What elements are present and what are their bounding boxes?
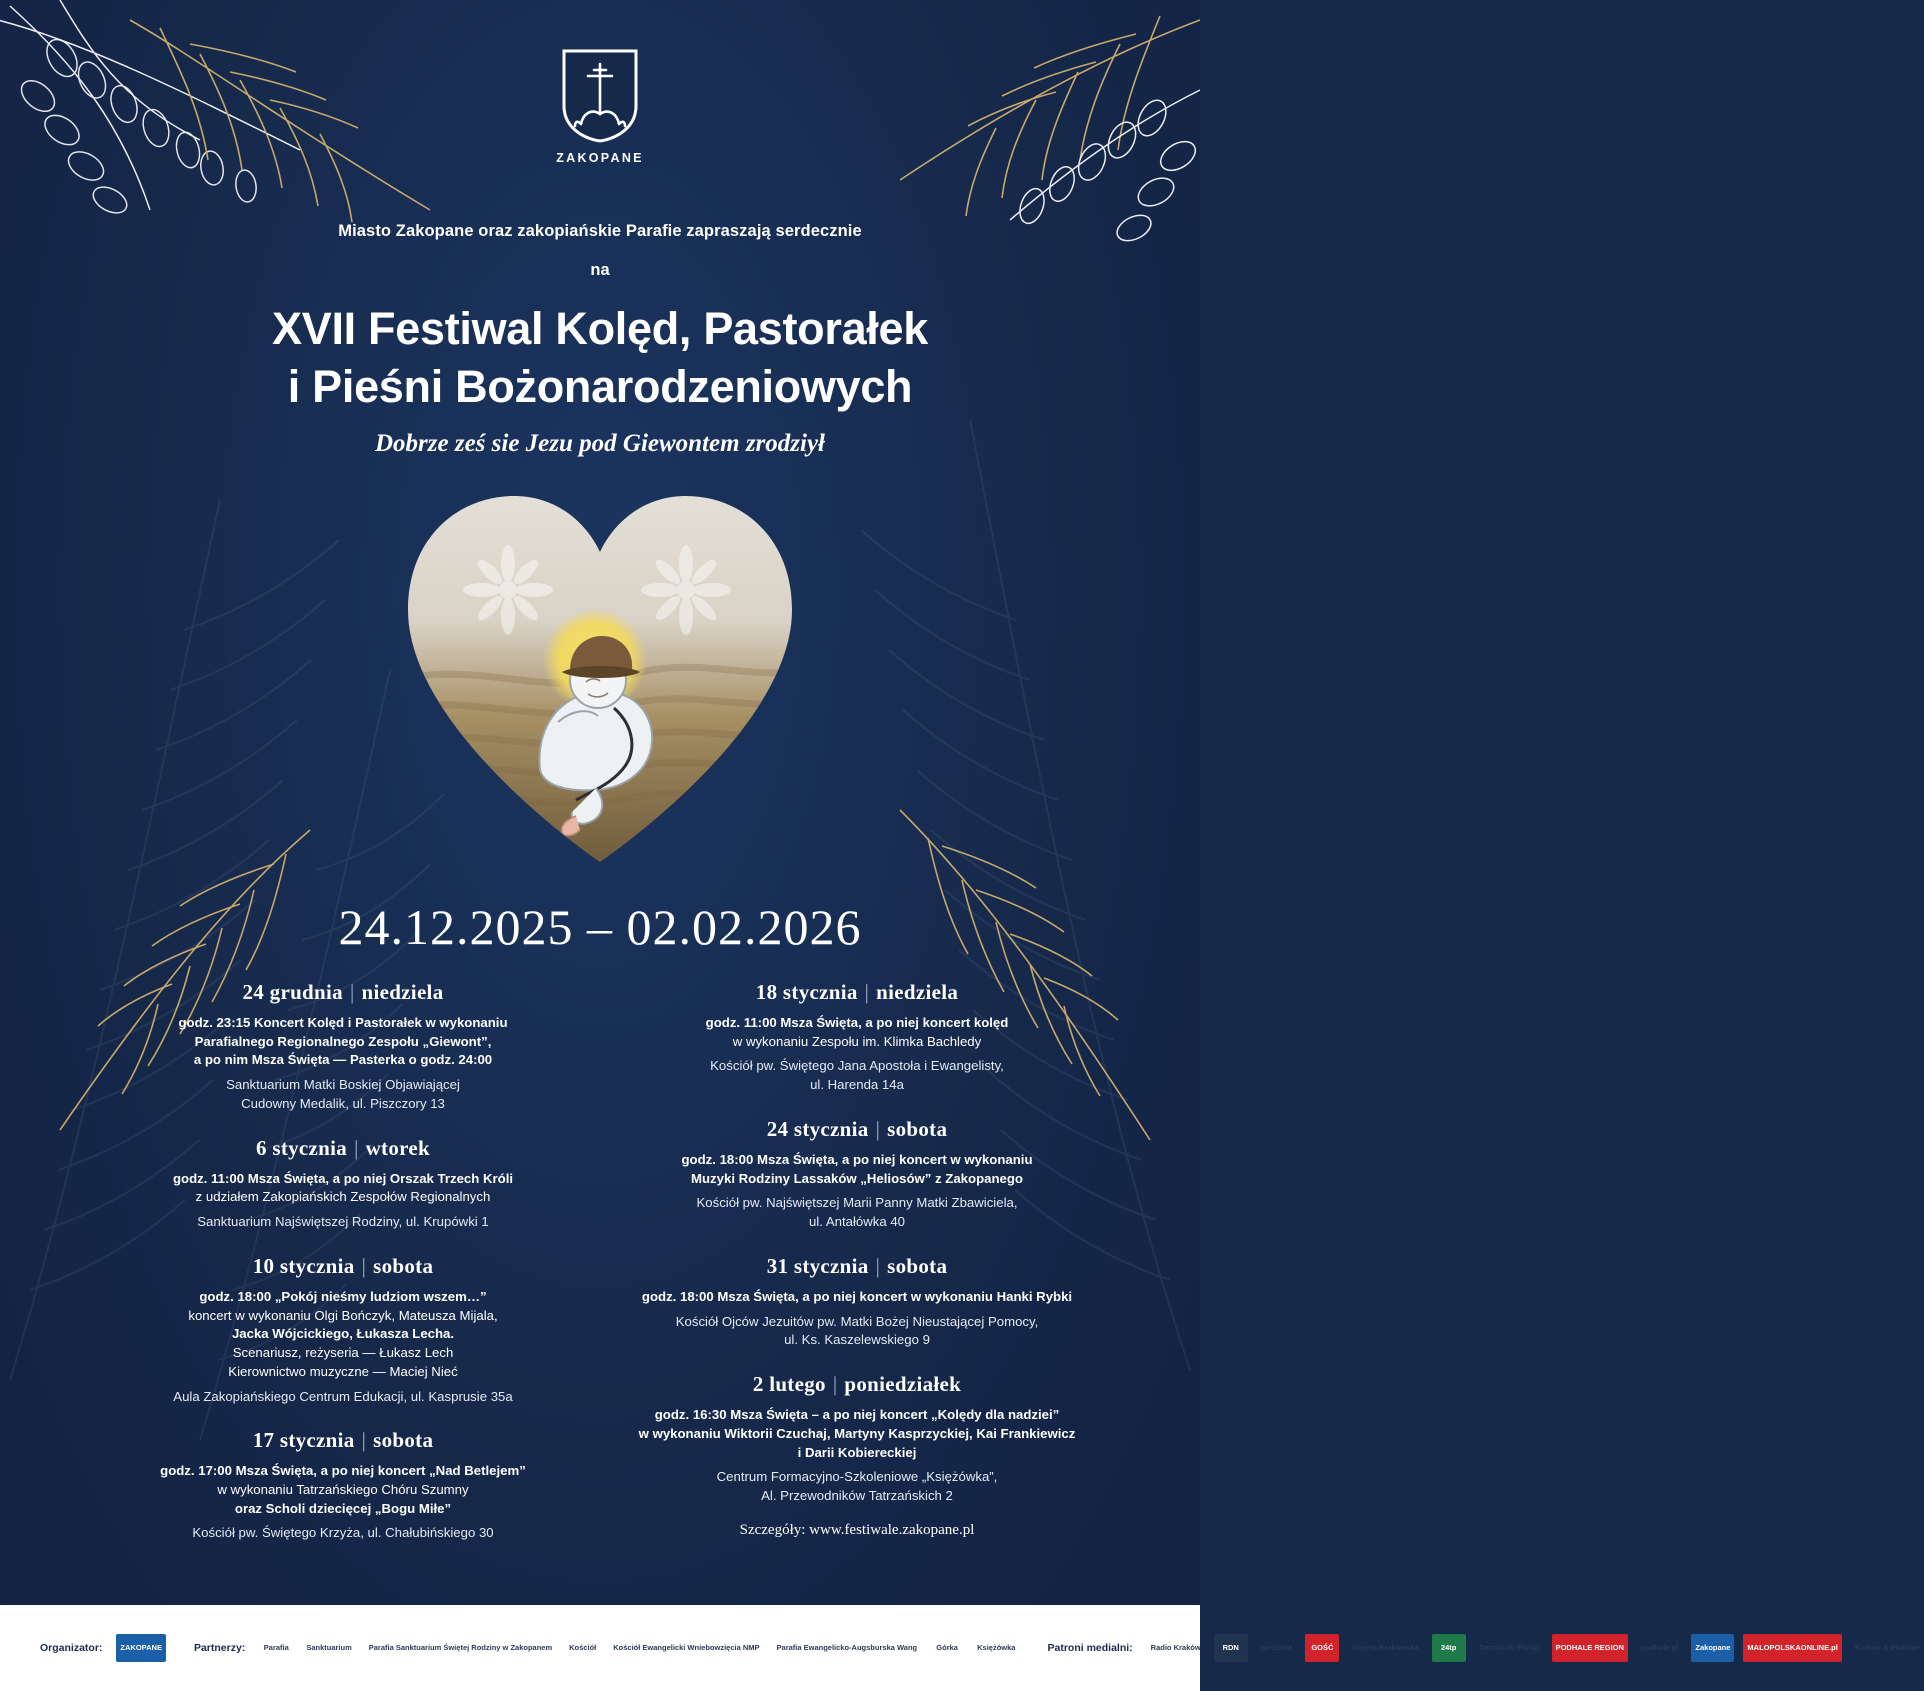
program-entry: 2 lutego | poniedziałek godz. 16:30 Msza Święta – a po niej koncert „Kolędy dla nadziei” w wykonaniu Wiktorii Czuchaj, Martyny Kasprzyckiej, Kai Frankiewicz i Darii Kobiereckiej Centrum Formacyjno-Szkoleniowe „Księżówka”, Al. Przewodników Tatrzańskich 2 Szczegóły: www.festiwale.zakopane.pl bbox=[624, 1372, 1090, 1539]
na-text: na bbox=[590, 261, 610, 279]
partner-logo: Górka bbox=[936, 1643, 958, 1653]
media-logo: Kultura & Podhale bbox=[1854, 1643, 1920, 1653]
media-logo: Zakopane bbox=[1691, 1634, 1734, 1662]
entry-day: 18 stycznia bbox=[755, 980, 858, 1004]
entry-day: 24 stycznia bbox=[766, 1116, 869, 1141]
program-entry: 24 stycznia | sobota godz. 18:00 Msza Święta, a po niej koncert w wykonaniu Muzyki Rodziny Lassaków „Heliosów” z Zakopanego Kościół pw. Najświętszej Marii Panny Matki Zbawiciela, ul. Antałówka 40 bbox=[624, 1117, 1090, 1232]
entry-line: Scenariusz, reżyseria — Łukasz Lech bbox=[232, 1345, 454, 1361]
partner-logo: Parafia Sanktuarium Świętej Rodziny w Zakopanem bbox=[368, 1643, 553, 1653]
program-block bbox=[110, 980, 1090, 1565]
entry-line: z udziałem Zakopiańskich Zespołów Regionalnych bbox=[195, 1189, 491, 1205]
page-title-line-2: i Pieśni Bożonarodzeniowych bbox=[287, 360, 913, 412]
entry-line: godz. 17:00 Msza Święta, a po niej koncert „Nad Betlejem” bbox=[160, 1463, 526, 1479]
program-entry: 24 grudnia | niedziela godz. 23:15 Koncert Kolęd i Pastorałek w wykonaniu Parafialnego Regionalnego Zespołu „Giewont”, a po nim Msza Święta — Pasterka o godz. 24:00 Sanktuarium Matki Boskiej Objawiającej Cudowny Medalik, ul. Piszczory 13 bbox=[110, 980, 576, 1114]
entry-line: godz. 23:15 Koncert Kolęd i Pastorałek w wykonaniu bbox=[178, 1015, 508, 1030]
partner-logo: Kościół bbox=[569, 1643, 597, 1653]
entry-line: godz. 11:00 Msza Święta, a po niej koncert kolęd bbox=[705, 1015, 1009, 1030]
festival-dates: 24.12.2025 – 02.02.2026 bbox=[338, 899, 862, 955]
media-logo: Tatrzański Portal bbox=[1478, 1643, 1539, 1653]
entry-place: Centrum Formacyjno-Szkoleniowe „Księżówka”, bbox=[716, 1469, 998, 1485]
partner-logos bbox=[259, 1634, 1019, 1662]
entry-line: i Darii Kobiereckiej bbox=[797, 1444, 917, 1460]
footer-logos-bar bbox=[0, 1605, 1920, 1691]
invite-text: Miasto Zakopane oraz zakopiańskie Parafie zapraszają serdecznie bbox=[338, 222, 862, 240]
entry-place: ul. Ks. Kaszelewskiego 9 bbox=[784, 1332, 930, 1348]
partner-logo: Parafia bbox=[263, 1643, 289, 1653]
entry-line: godz. 18:00 „Pokój nieśmy ludziom wszem…” bbox=[199, 1288, 487, 1304]
entry-day: 31 stycznia bbox=[766, 1253, 869, 1278]
entry-day: 17 stycznia bbox=[252, 1428, 355, 1453]
partner-logo: Sanktuarium bbox=[306, 1643, 352, 1653]
logo-zakopane: ZAKOPANE bbox=[116, 1634, 166, 1662]
entry-dow: sobota bbox=[887, 1253, 948, 1278]
partner-logo: Księżówka bbox=[977, 1643, 1016, 1653]
entry-line: Parafialnego Regionalnego Zespołu „Giewont”, bbox=[194, 1033, 492, 1049]
entry-dow: niedziela bbox=[361, 980, 444, 1004]
entry-line: w wykonaniu Zespołu im. Klimka Bachledy bbox=[732, 1033, 982, 1049]
entry-line: Kierownictwo muzyczne — Maciej Nieć bbox=[228, 1363, 458, 1379]
media-logo: MALOPOLSKAONLINE.pl bbox=[1743, 1634, 1841, 1662]
page-subtitle: Dobrze ześ sie Jezu pod Giewontem zrodziył bbox=[375, 430, 825, 458]
entry-day: 6 stycznia bbox=[256, 1135, 348, 1160]
entry-day: 10 stycznia bbox=[252, 1253, 355, 1278]
media-logo: RDN bbox=[1214, 1634, 1248, 1662]
details-link[interactable]: Szczegóły: www.festiwale.zakopane.pl bbox=[739, 1521, 975, 1538]
entry-dow: sobota bbox=[373, 1428, 434, 1453]
organizer-label: Organizator: bbox=[40, 1642, 103, 1654]
program-column-right bbox=[624, 980, 1090, 1565]
entry-dow: sobota bbox=[373, 1253, 434, 1278]
entry-line: godz. 16:30 Msza Święta – a po niej koncert „Kolędy dla nadziei” bbox=[654, 1407, 1060, 1423]
entry-place: Kościół pw. Świętego Krzyża, ul. Chałubińskiego 30 bbox=[192, 1525, 494, 1541]
entry-line: w wykonaniu Tatrzańskiego Chóru Szumny bbox=[217, 1482, 469, 1498]
entry-line: oraz Scholi dziecięcej „Bogu Miłe” bbox=[234, 1500, 452, 1516]
entry-line: godz. 11:00 Msza Święta, a po niej Orszak Trzech Króli bbox=[172, 1170, 514, 1186]
entry-dow: poniedziałek bbox=[844, 1372, 962, 1397]
illustration-block bbox=[0, 470, 1200, 870]
entry-place: Kościół pw. Najświętszej Marii Panny Matki Zbawiciela, bbox=[696, 1195, 1018, 1211]
media-logo: 24tp bbox=[1432, 1634, 1466, 1662]
media-logo: Radio Kraków bbox=[1150, 1643, 1201, 1653]
entry-place: Cudowny Medalik, ul. Piszczory 13 bbox=[241, 1095, 445, 1111]
program-entry: 10 stycznia | sobota godz. 18:00 „Pokój nieśmy ludziom wszem…” koncert w wykonaniu Olgi Bończyk, Mateusza Mijala, Jacka Wójcickiego, Łukasza Lecha. Scenariusz, reżyseria — Łukasz Lech Kierownictwo muzyczne — Maciej Nieć Aula Zakopiańskiego Centrum Edukacji, ul. Kasprusie 35a bbox=[110, 1254, 576, 1406]
program-entry: 6 stycznia | wtorek godz. 11:00 Msza Święta, a po niej Orszak Trzech Króli z udziałem Zakopiańskich Zespołów Regionalnych Sanktuarium Najświętszej Rodziny, ul. Krupówki 1 bbox=[110, 1136, 576, 1232]
entry-place: ul. Harenda 14a bbox=[810, 1077, 904, 1093]
entry-place: Aula Zakopiańskiego Centrum Edukacji, ul. Kasprusie 35a bbox=[173, 1388, 513, 1404]
header-block bbox=[0, 222, 1200, 458]
zakopane-coat-of-arms-icon bbox=[561, 48, 639, 144]
media-logo: podhale.pl bbox=[1640, 1643, 1679, 1653]
partners-label: Partnerzy: bbox=[193, 1642, 246, 1654]
entry-day: 24 grudnia bbox=[242, 980, 343, 1004]
partner-logo: Parafia Ewangelicko-Augsburska Wang bbox=[776, 1643, 918, 1653]
entry-place: Kościół pw. Świętego Jana Apostoła i Ewangelisty, bbox=[710, 1058, 1004, 1074]
entry-dow: wtorek bbox=[365, 1135, 430, 1160]
entry-line: godz. 18:00 Msza Święta, a po niej koncert w wykonaniu bbox=[681, 1151, 1033, 1167]
entry-place: Kościół Ojców Jezuitów pw. Matki Bożej Nieustającej Pomocy, bbox=[675, 1313, 1039, 1329]
entry-place: Al. Przewodników Tatrzańskich 2 bbox=[761, 1488, 953, 1504]
entry-dow: sobota bbox=[887, 1116, 948, 1141]
entry-place: Sanktuarium Matki Boskiej Objawiającej bbox=[226, 1077, 460, 1093]
entry-day: 2 lutego bbox=[752, 1372, 826, 1397]
entry-dow: niedziela bbox=[876, 980, 959, 1004]
entry-line: koncert w wykonaniu Olgi Bończyk, Mateusza Mijala, bbox=[188, 1307, 498, 1323]
crest-label: ZAKOPANE bbox=[556, 151, 644, 165]
media-logo: niedziela bbox=[1260, 1643, 1293, 1653]
media-logo: PODHALE REGION bbox=[1552, 1634, 1628, 1662]
entry-line: a po nim Msza Święta — Pasterka o godz. 24:00 bbox=[193, 1052, 493, 1068]
program-entry: 18 stycznia | niedziela godz. 11:00 Msza Święta, a po niej koncert kolęd w wykonaniu Zespołu im. Klimka Bachledy Kościół pw. Świętego Jana Apostoła i Ewangelisty, ul. Harenda 14a bbox=[624, 980, 1090, 1095]
crest-block bbox=[0, 48, 1200, 165]
media-logo: GOŚĆ bbox=[1305, 1634, 1339, 1662]
organizer-logos bbox=[116, 1634, 166, 1662]
entry-place: ul. Antałówka 40 bbox=[808, 1214, 906, 1230]
entry-line: Jacka Wójcickiego, Łukasza Lecha. bbox=[231, 1326, 455, 1342]
program-entry: 31 stycznia | sobota godz. 18:00 Msza Święta, a po niej koncert w wykonaniu Hanki Rybki Kościół Ojców Jezuitów pw. Matki Bożej Nieustającej Pomocy, ul. Ks. Kaszelewskiego 9 bbox=[624, 1254, 1090, 1350]
entry-line: Muzyki Rodziny Lassaków „Heliosów” z Zakopanego bbox=[691, 1170, 1023, 1186]
program-column-left bbox=[110, 980, 576, 1565]
media-logo: Gazeta Krakowska bbox=[1352, 1643, 1419, 1653]
entry-line: godz. 18:00 Msza Święta, a po niej koncert w wykonaniu Hanki Rybki bbox=[641, 1288, 1073, 1304]
program-entry: 17 stycznia | sobota godz. 17:00 Msza Święta, a po niej koncert „Nad Betlejem” w wykonaniu Tatrzańskiego Chóru Szumny oraz Scholi dziecięcej „Bogu Miłe” Kościół pw. Świętego Krzyża, ul. Chałubińskiego 30 bbox=[110, 1428, 576, 1543]
entry-place: Sanktuarium Najświętszej Rodziny, ul. Krupówki 1 bbox=[197, 1214, 489, 1230]
partner-logo: Kościół Ewangelicki Wniebowzięcia NMP bbox=[613, 1643, 760, 1653]
media-patrons-label: Patroni medialni: bbox=[1047, 1642, 1133, 1654]
media-logos bbox=[1147, 1634, 1924, 1662]
page-title-line-1: XVII Festiwal Kolęd, Pastorałek bbox=[272, 303, 928, 354]
entry-line: w wykonaniu Wiktorii Czuchaj, Martyny Kasprzyckiej, Kai Frankiewicz bbox=[638, 1425, 1076, 1441]
heart-with-baby-jesus-icon bbox=[390, 470, 810, 870]
